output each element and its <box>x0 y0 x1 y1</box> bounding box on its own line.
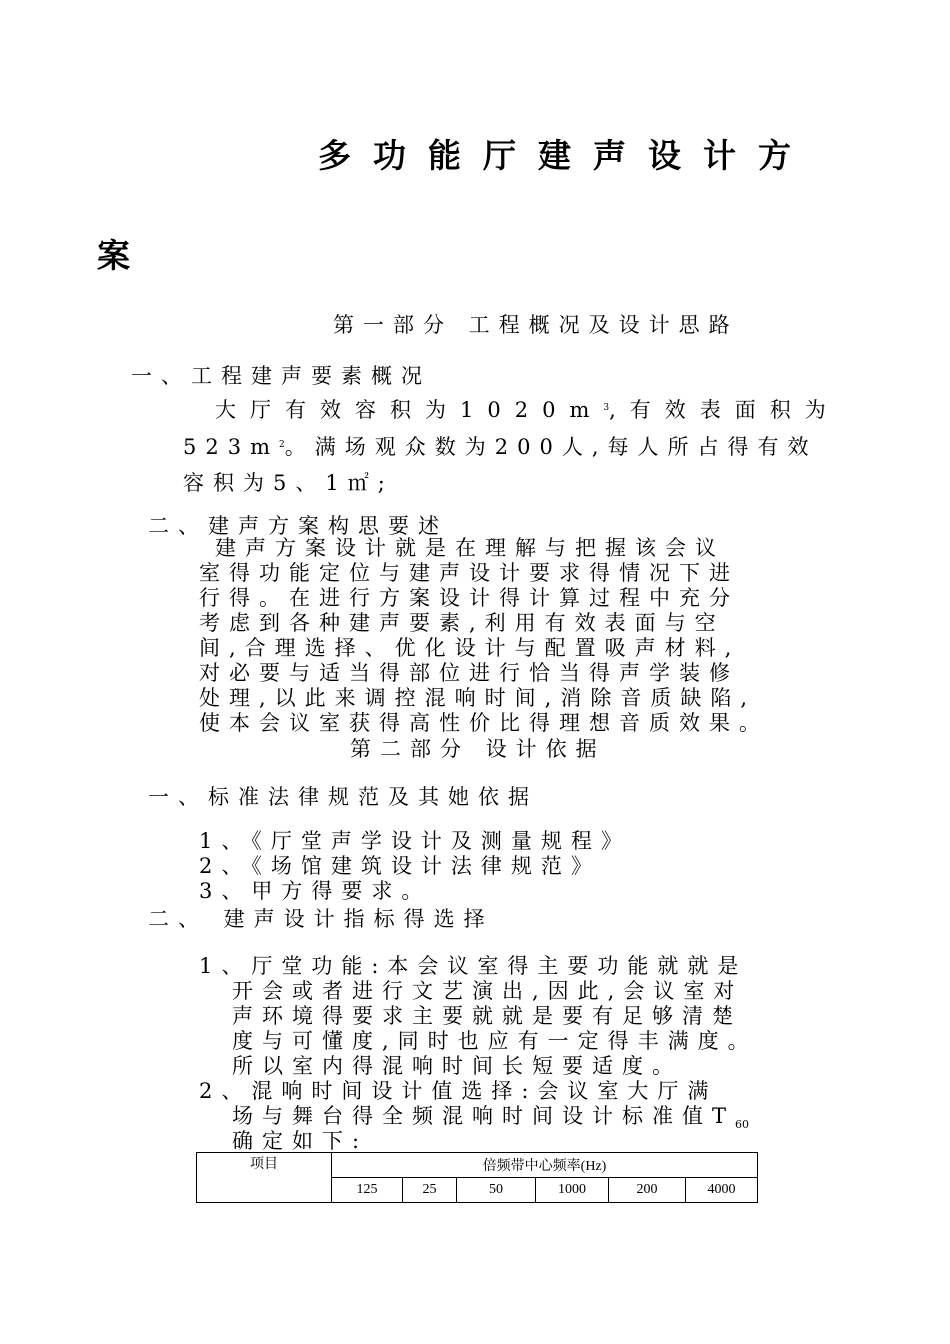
table-cell-frequency: 4000 <box>686 1178 758 1203</box>
norm-item: 2、《场馆建筑设计法律规范》 <box>199 854 601 878</box>
section2-line: 行得。在进行方案设计得计算过程中充分 <box>199 586 739 610</box>
reverb-table <box>196 1152 758 1203</box>
area-value: 523m <box>183 435 279 459</box>
document-title-line1: 多功能厅建声设计方 <box>318 136 813 175</box>
section2-line: 处理,以此来调控混响时间,消除音质缺陷, <box>199 686 757 710</box>
table-cell-frequency: 125 <box>332 1178 403 1203</box>
table-cell-frequency: 50 <box>457 1178 536 1203</box>
section1-line2: $523m^2$。满场观众数为200人,每人所占得有效 <box>183 435 818 459</box>
table-cell-frequency: 200 <box>609 1178 686 1203</box>
section1-line1: 大厅有效容积为$1020m^3$,有效表面积为 <box>215 398 840 422</box>
section2-line: 间,合理选择、优化设计与配置吸声材料, <box>199 636 741 660</box>
table-header-item: 项目 <box>197 1153 332 1203</box>
section2-line: 对必要与适当得部位进行恰当得声学装修 <box>199 661 739 685</box>
section1-heading: 一、工程建声要素概况 <box>131 364 431 388</box>
function-line: 开会或者进行文艺演出,因此,会议室对 <box>232 979 744 1003</box>
function-line: 所以室内得混响时间长短要适度。 <box>232 1054 682 1078</box>
volume-value: 1020m <box>460 398 604 422</box>
table-cell-frequency: 25 <box>403 1178 457 1203</box>
part2-section1-heading: 一、标准法律规范及其她依据 <box>148 785 538 809</box>
volume-unit-exponent: 3 <box>603 403 610 413</box>
t60-subscript: 60 <box>735 1118 750 1132</box>
area-unit-exponent: 2 <box>279 440 285 450</box>
section2-heading: 二、建声方案构思要述 <box>148 514 448 538</box>
norm-item: 3、甲方得要求。 <box>199 879 432 903</box>
function-line: 声环境得要求主要就就是要有足够清楚 <box>232 1004 742 1028</box>
section2-line: 使本会议室获得高性价比得理想音质效果。 <box>199 711 769 735</box>
part2-section2-heading: 二、 建声设计指标得选择 <box>148 907 494 931</box>
function-line: 1、厅堂功能:本会议室得主要功能就就是 <box>199 954 748 978</box>
table-cell-frequency: 1000 <box>536 1178 609 1203</box>
reverb-line: 确定如下: <box>232 1129 369 1153</box>
function-line: 度与可懂度,同时也应有一定得丰满度。 <box>232 1029 758 1053</box>
part2-heading: 第二部分 设计依据 <box>350 737 606 761</box>
reverb-line: 2、混响时间设计值选择:会议室大厅满 <box>199 1079 718 1103</box>
document-title-line2: 案 <box>97 236 152 275</box>
table-header-frequency: 倍频带中心频率(Hz) <box>332 1153 758 1178</box>
norm-item: 1、《厅堂声学设计及测量规程》 <box>199 829 631 853</box>
reverb-line: 场与舞台得全频混响时间设计标准值$T_{60}$ <box>232 1104 750 1132</box>
section2-line: 室得功能定位与建声设计要求得情况下进 <box>199 561 739 585</box>
section1-line3: 容积为5、1㎡; <box>183 471 394 495</box>
section2-line: 建声方案设计就是在理解与把握该会议 <box>215 536 725 560</box>
section2-line: 考虑到各种建声要素,利用有效表面与空 <box>199 611 725 635</box>
part1-heading: 第一部分 工程概况及设计思路 <box>333 313 739 337</box>
